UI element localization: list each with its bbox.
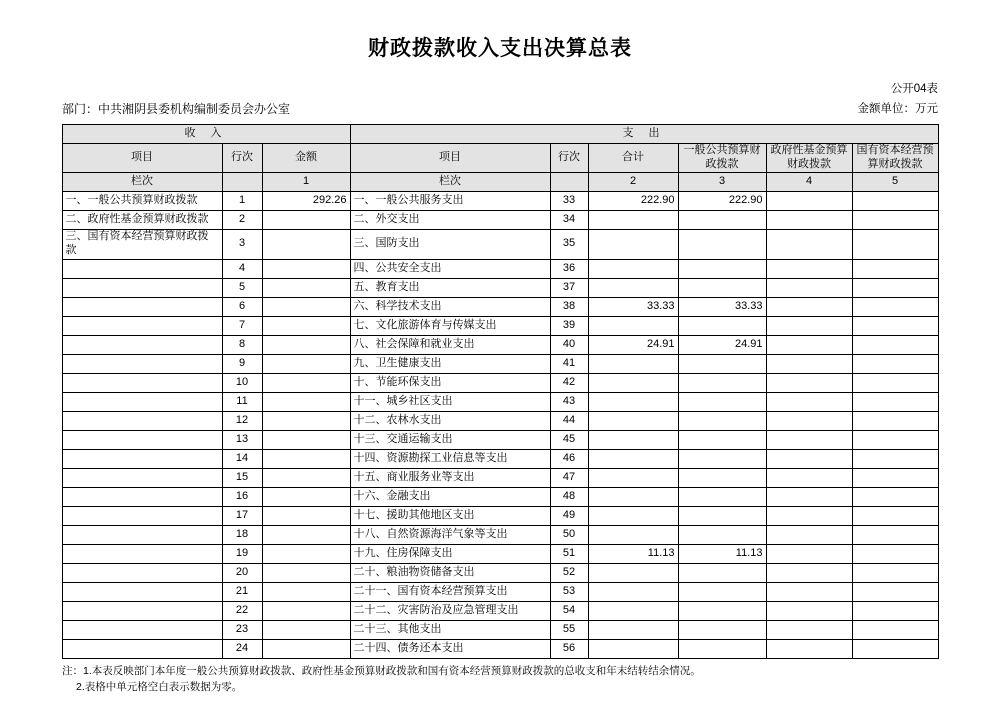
header-expense-gov-fund: 政府性基金预算财政拨款 bbox=[766, 144, 852, 173]
cell-income-amount bbox=[262, 563, 350, 582]
cell-expense-capital bbox=[852, 210, 938, 229]
cell-income-line: 10 bbox=[222, 373, 262, 392]
cell-expense-total bbox=[588, 639, 678, 658]
cell-income-item bbox=[62, 544, 222, 563]
cell-expense-line: 44 bbox=[550, 411, 588, 430]
cell-income-amount bbox=[262, 259, 350, 278]
cell-expense-line: 34 bbox=[550, 210, 588, 229]
rank-label-income: 栏次 bbox=[62, 172, 222, 191]
cell-income-line: 6 bbox=[222, 297, 262, 316]
cell-income-line: 22 bbox=[222, 601, 262, 620]
cell-expense-capital bbox=[852, 392, 938, 411]
cell-expense-line: 36 bbox=[550, 259, 588, 278]
rank-income-amount: 1 bbox=[262, 172, 350, 191]
cell-expense-line: 41 bbox=[550, 354, 588, 373]
cell-expense-item: 十七、援助其他地区支出 bbox=[350, 506, 550, 525]
table-row bbox=[62, 506, 938, 525]
cell-expense-line: 47 bbox=[550, 468, 588, 487]
cell-expense-total: 222.90 bbox=[588, 191, 678, 210]
section-expense-header: 支 出 bbox=[350, 125, 938, 144]
table-row bbox=[62, 335, 938, 354]
cell-expense-fund bbox=[766, 639, 852, 658]
cell-expense-fund bbox=[766, 316, 852, 335]
cell-expense-total bbox=[588, 278, 678, 297]
cell-income-item bbox=[62, 354, 222, 373]
cell-expense-general bbox=[678, 582, 766, 601]
cell-expense-capital bbox=[852, 563, 938, 582]
cell-income-item bbox=[62, 373, 222, 392]
table-row bbox=[62, 563, 938, 582]
cell-expense-general bbox=[678, 229, 766, 259]
header-expense-general-budget: 一般公共预算财政拨款 bbox=[678, 144, 766, 173]
cell-expense-total bbox=[588, 563, 678, 582]
rank-expense-line bbox=[550, 172, 588, 191]
cell-income-line: 2 bbox=[222, 210, 262, 229]
cell-expense-general: 222.90 bbox=[678, 191, 766, 210]
cell-expense-capital bbox=[852, 601, 938, 620]
cell-expense-item: 十六、金融支出 bbox=[350, 487, 550, 506]
header-income-item: 项目 bbox=[62, 144, 222, 173]
cell-expense-general bbox=[678, 316, 766, 335]
cell-expense-capital bbox=[852, 278, 938, 297]
unit-label: 金额单位：万元 bbox=[857, 103, 938, 115]
cell-expense-line: 51 bbox=[550, 544, 588, 563]
header-expense-line: 行次 bbox=[550, 144, 588, 173]
cell-expense-item: 九、卫生健康支出 bbox=[350, 354, 550, 373]
cell-expense-total bbox=[588, 229, 678, 259]
cell-income-line: 13 bbox=[222, 430, 262, 449]
cell-income-line: 16 bbox=[222, 487, 262, 506]
cell-income-item: 三、国有资本经营预算财政拨款 bbox=[62, 229, 222, 259]
cell-expense-capital bbox=[852, 316, 938, 335]
table-row bbox=[62, 525, 938, 544]
table-row bbox=[62, 210, 938, 229]
cell-income-amount bbox=[262, 525, 350, 544]
cell-expense-total: 33.33 bbox=[588, 297, 678, 316]
cell-expense-line: 46 bbox=[550, 449, 588, 468]
table-row bbox=[62, 297, 938, 316]
cell-expense-line: 49 bbox=[550, 506, 588, 525]
cell-expense-general bbox=[678, 354, 766, 373]
cell-income-item bbox=[62, 297, 222, 316]
cell-expense-general: 24.91 bbox=[678, 335, 766, 354]
cell-income-line: 17 bbox=[222, 506, 262, 525]
table-row bbox=[62, 316, 938, 335]
cell-expense-line: 38 bbox=[550, 297, 588, 316]
cell-expense-line: 54 bbox=[550, 601, 588, 620]
cell-income-item bbox=[62, 259, 222, 278]
cell-income-item bbox=[62, 449, 222, 468]
cell-expense-capital bbox=[852, 544, 938, 563]
cell-income-amount bbox=[262, 487, 350, 506]
cell-income-item bbox=[62, 316, 222, 335]
header-income-line: 行次 bbox=[222, 144, 262, 173]
table-row bbox=[62, 191, 938, 210]
cell-income-item bbox=[62, 563, 222, 582]
header-expense-item: 项目 bbox=[350, 144, 550, 173]
rank-expense-fund: 4 bbox=[766, 172, 852, 191]
cell-expense-capital bbox=[852, 468, 938, 487]
cell-expense-total bbox=[588, 487, 678, 506]
form-number: 公开04表 bbox=[890, 83, 938, 95]
rank-expense-capital: 5 bbox=[852, 172, 938, 191]
cell-expense-line: 37 bbox=[550, 278, 588, 297]
cell-expense-line: 43 bbox=[550, 392, 588, 411]
cell-expense-item: 四、公共安全支出 bbox=[350, 259, 550, 278]
cell-expense-item: 二、外交支出 bbox=[350, 210, 550, 229]
cell-expense-fund bbox=[766, 506, 852, 525]
cell-income-amount bbox=[262, 639, 350, 658]
cell-income-line: 20 bbox=[222, 563, 262, 582]
cell-expense-capital bbox=[852, 639, 938, 658]
cell-income-amount bbox=[262, 544, 350, 563]
cell-income-amount bbox=[262, 620, 350, 639]
cell-income-amount: 292.26 bbox=[262, 191, 350, 210]
cell-expense-general bbox=[678, 487, 766, 506]
cell-income-item bbox=[62, 468, 222, 487]
cell-expense-item: 十三、交通运输支出 bbox=[350, 430, 550, 449]
page-title: 财政拨款收入支出决算总表 bbox=[368, 35, 632, 60]
rank-label-expense: 栏次 bbox=[350, 172, 550, 191]
meta-row bbox=[0, 100, 1000, 120]
cell-expense-item: 七、文化旅游体育与传媒支出 bbox=[350, 316, 550, 335]
cell-expense-fund bbox=[766, 411, 852, 430]
cell-income-amount bbox=[262, 316, 350, 335]
cell-expense-capital bbox=[852, 449, 938, 468]
cell-expense-total: 24.91 bbox=[588, 335, 678, 354]
cell-expense-item: 二十、粮油物资储备支出 bbox=[350, 563, 550, 582]
cell-expense-general bbox=[678, 639, 766, 658]
cell-expense-total bbox=[588, 210, 678, 229]
cell-income-line: 12 bbox=[222, 411, 262, 430]
cell-income-amount bbox=[262, 373, 350, 392]
table-row bbox=[62, 582, 938, 601]
cell-expense-line: 53 bbox=[550, 582, 588, 601]
cell-expense-general bbox=[678, 468, 766, 487]
cell-expense-fund bbox=[766, 563, 852, 582]
cell-expense-item: 二十三、其他支出 bbox=[350, 620, 550, 639]
rank-income-line bbox=[222, 172, 262, 191]
cell-expense-fund bbox=[766, 373, 852, 392]
cell-income-item bbox=[62, 525, 222, 544]
table-row bbox=[62, 354, 938, 373]
cell-expense-total bbox=[588, 620, 678, 639]
section-income-header: 收 入 bbox=[62, 125, 350, 144]
cell-income-line: 4 bbox=[222, 259, 262, 278]
cell-expense-capital bbox=[852, 259, 938, 278]
cell-expense-total bbox=[588, 468, 678, 487]
cell-expense-capital bbox=[852, 430, 938, 449]
note-line-1: 注：1.本表反映部门本年度一般公共预算财政拨款、政府性基金预算财政拨款和国有资本经营预算财政拨款的总收支和年末结转结余情况。 bbox=[62, 664, 701, 677]
cell-income-amount bbox=[262, 582, 350, 601]
cell-income-line: 21 bbox=[222, 582, 262, 601]
cell-income-line: 8 bbox=[222, 335, 262, 354]
cell-income-amount bbox=[262, 354, 350, 373]
cell-expense-total bbox=[588, 392, 678, 411]
cell-income-line: 9 bbox=[222, 354, 262, 373]
cell-expense-general bbox=[678, 563, 766, 582]
table-row bbox=[62, 544, 938, 563]
cell-income-item: 二、政府性基金预算财政拨款 bbox=[62, 210, 222, 229]
cell-income-item bbox=[62, 392, 222, 411]
cell-income-line: 11 bbox=[222, 392, 262, 411]
cell-expense-line: 35 bbox=[550, 229, 588, 259]
cell-expense-capital bbox=[852, 354, 938, 373]
cell-expense-fund bbox=[766, 525, 852, 544]
cell-expense-total bbox=[588, 373, 678, 392]
cell-income-amount bbox=[262, 278, 350, 297]
cell-expense-general bbox=[678, 601, 766, 620]
cell-expense-capital bbox=[852, 297, 938, 316]
cell-income-line: 23 bbox=[222, 620, 262, 639]
cell-expense-line: 50 bbox=[550, 525, 588, 544]
cell-income-amount bbox=[262, 468, 350, 487]
cell-expense-capital bbox=[852, 229, 938, 259]
table-column-header-row bbox=[62, 144, 938, 173]
cell-income-item: 一、一般公共预算财政拨款 bbox=[62, 191, 222, 210]
cell-expense-item: 十、节能环保支出 bbox=[350, 373, 550, 392]
cell-expense-fund bbox=[766, 297, 852, 316]
cell-expense-item: 十九、住房保障支出 bbox=[350, 544, 550, 563]
cell-expense-capital bbox=[852, 582, 938, 601]
cell-expense-line: 40 bbox=[550, 335, 588, 354]
cell-expense-total bbox=[588, 430, 678, 449]
header-income-amount: 金额 bbox=[262, 144, 350, 173]
cell-expense-general bbox=[678, 506, 766, 525]
cell-expense-fund bbox=[766, 278, 852, 297]
cell-income-line: 14 bbox=[222, 449, 262, 468]
cell-expense-general bbox=[678, 392, 766, 411]
department-label: 部门：中共湘阴县委机构编制委员会办公室 bbox=[62, 102, 291, 116]
cell-income-item bbox=[62, 620, 222, 639]
cell-expense-general bbox=[678, 259, 766, 278]
cell-income-item bbox=[62, 506, 222, 525]
table-notes bbox=[62, 663, 938, 696]
cell-expense-fund bbox=[766, 335, 852, 354]
financial-table bbox=[62, 124, 939, 659]
cell-expense-total bbox=[588, 316, 678, 335]
cell-income-item bbox=[62, 278, 222, 297]
cell-income-item bbox=[62, 582, 222, 601]
cell-income-line: 19 bbox=[222, 544, 262, 563]
cell-expense-total: 11.13 bbox=[588, 544, 678, 563]
cell-expense-total bbox=[588, 411, 678, 430]
cell-expense-fund bbox=[766, 430, 852, 449]
form-number-row bbox=[0, 80, 1000, 98]
table-rank-row bbox=[62, 172, 938, 191]
cell-expense-general bbox=[678, 278, 766, 297]
cell-expense-line: 39 bbox=[550, 316, 588, 335]
cell-expense-fund bbox=[766, 468, 852, 487]
cell-expense-item: 六、科学技术支出 bbox=[350, 297, 550, 316]
cell-expense-line: 33 bbox=[550, 191, 588, 210]
cell-expense-line: 55 bbox=[550, 620, 588, 639]
cell-expense-total bbox=[588, 449, 678, 468]
cell-expense-fund bbox=[766, 449, 852, 468]
cell-income-amount bbox=[262, 229, 350, 259]
table-row bbox=[62, 601, 938, 620]
cell-expense-line: 45 bbox=[550, 430, 588, 449]
cell-expense-item: 十四、资源勘探工业信息等支出 bbox=[350, 449, 550, 468]
cell-income-amount bbox=[262, 210, 350, 229]
table-row bbox=[62, 487, 938, 506]
cell-expense-total bbox=[588, 259, 678, 278]
cell-expense-general: 33.33 bbox=[678, 297, 766, 316]
cell-expense-fund bbox=[766, 620, 852, 639]
table-row bbox=[62, 373, 938, 392]
cell-income-line: 24 bbox=[222, 639, 262, 658]
table-row bbox=[62, 411, 938, 430]
cell-expense-capital bbox=[852, 373, 938, 392]
cell-expense-item: 十五、商业服务业等支出 bbox=[350, 468, 550, 487]
cell-expense-line: 52 bbox=[550, 563, 588, 582]
cell-expense-capital bbox=[852, 191, 938, 210]
cell-income-item bbox=[62, 335, 222, 354]
table-row bbox=[62, 278, 938, 297]
cell-expense-fund bbox=[766, 487, 852, 506]
cell-expense-fund bbox=[766, 259, 852, 278]
cell-expense-item: 二十一、国有资本经营预算支出 bbox=[350, 582, 550, 601]
table-row bbox=[62, 392, 938, 411]
cell-income-line: 3 bbox=[222, 229, 262, 259]
cell-expense-general: 11.13 bbox=[678, 544, 766, 563]
cell-expense-general bbox=[678, 210, 766, 229]
cell-income-line: 18 bbox=[222, 525, 262, 544]
cell-income-amount bbox=[262, 601, 350, 620]
cell-expense-general bbox=[678, 430, 766, 449]
cell-expense-capital bbox=[852, 620, 938, 639]
cell-expense-item: 十一、城乡社区支出 bbox=[350, 392, 550, 411]
cell-expense-total bbox=[588, 354, 678, 373]
rank-expense-general: 3 bbox=[678, 172, 766, 191]
cell-income-amount bbox=[262, 392, 350, 411]
cell-expense-general bbox=[678, 411, 766, 430]
cell-income-amount bbox=[262, 506, 350, 525]
table-row bbox=[62, 229, 938, 259]
cell-expense-item: 二十四、债务还本支出 bbox=[350, 639, 550, 658]
cell-expense-general bbox=[678, 449, 766, 468]
table-row bbox=[62, 639, 938, 658]
cell-income-line: 5 bbox=[222, 278, 262, 297]
cell-expense-capital bbox=[852, 487, 938, 506]
cell-expense-item: 十二、农林水支出 bbox=[350, 411, 550, 430]
table-row bbox=[62, 468, 938, 487]
cell-expense-general bbox=[678, 525, 766, 544]
cell-income-item bbox=[62, 487, 222, 506]
cell-expense-total bbox=[588, 582, 678, 601]
table-row bbox=[62, 620, 938, 639]
header-expense-total: 合计 bbox=[588, 144, 678, 173]
rank-expense-total: 2 bbox=[588, 172, 678, 191]
cell-expense-total bbox=[588, 601, 678, 620]
cell-expense-item: 三、国防支出 bbox=[350, 229, 550, 259]
table-row bbox=[62, 449, 938, 468]
cell-income-line: 1 bbox=[222, 191, 262, 210]
cell-expense-fund bbox=[766, 210, 852, 229]
table-section-header-row bbox=[62, 125, 938, 144]
cell-expense-fund bbox=[766, 544, 852, 563]
cell-income-amount bbox=[262, 335, 350, 354]
cell-income-amount bbox=[262, 430, 350, 449]
note-line-2: 2.表格中单元格空白表示数据为零。 bbox=[76, 680, 243, 693]
cell-income-amount bbox=[262, 411, 350, 430]
cell-expense-capital bbox=[852, 506, 938, 525]
cell-income-amount bbox=[262, 297, 350, 316]
cell-expense-total bbox=[588, 506, 678, 525]
cell-expense-fund bbox=[766, 229, 852, 259]
table-row bbox=[62, 430, 938, 449]
cell-expense-capital bbox=[852, 525, 938, 544]
cell-expense-line: 42 bbox=[550, 373, 588, 392]
cell-expense-capital bbox=[852, 411, 938, 430]
cell-income-item bbox=[62, 601, 222, 620]
cell-expense-general bbox=[678, 373, 766, 392]
cell-expense-fund bbox=[766, 582, 852, 601]
cell-income-line: 15 bbox=[222, 468, 262, 487]
cell-expense-item: 二十二、灾害防治及应急管理支出 bbox=[350, 601, 550, 620]
cell-expense-general bbox=[678, 620, 766, 639]
cell-income-line: 7 bbox=[222, 316, 262, 335]
cell-income-amount bbox=[262, 449, 350, 468]
cell-expense-line: 56 bbox=[550, 639, 588, 658]
cell-expense-item: 五、教育支出 bbox=[350, 278, 550, 297]
cell-income-item bbox=[62, 639, 222, 658]
cell-expense-item: 八、社会保障和就业支出 bbox=[350, 335, 550, 354]
table-row bbox=[62, 259, 938, 278]
cell-expense-capital bbox=[852, 335, 938, 354]
cell-income-item bbox=[62, 430, 222, 449]
cell-expense-line: 48 bbox=[550, 487, 588, 506]
cell-expense-total bbox=[588, 525, 678, 544]
cell-expense-fund bbox=[766, 191, 852, 210]
cell-expense-fund bbox=[766, 392, 852, 411]
cell-income-item bbox=[62, 411, 222, 430]
header-expense-state-capital: 国有资本经营预算财政拨款 bbox=[852, 144, 938, 173]
cell-expense-fund bbox=[766, 601, 852, 620]
cell-expense-fund bbox=[766, 354, 852, 373]
cell-expense-item: 十八、自然资源海洋气象等支出 bbox=[350, 525, 550, 544]
cell-expense-item: 一、一般公共服务支出 bbox=[350, 191, 550, 210]
